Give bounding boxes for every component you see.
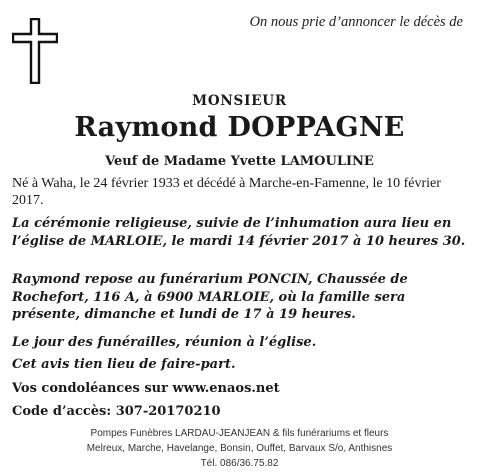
funeral-day-text: Le jour des funérailles, réunion à l’église. bbox=[12, 335, 317, 350]
footer-line-company: Pompes Funèbres LARDAU-JEANJEAN & fils funérariums et fleurs bbox=[90, 428, 389, 439]
widower-line: Veuf de Madame Yvette LAMOULINE bbox=[105, 154, 374, 169]
latin-cross-icon bbox=[12, 18, 58, 84]
birth-death-text: Né à Waha, le 24 février 1933 et décédé à Marche-en-Famenne, le 10 février 2017. bbox=[12, 176, 441, 208]
funerarium-text: Raymond repose au funérarium PONCIN, Chaussée de Rochefort, 116 A, à 6900 MARLOIE, où la famille sera présente, dimanche et lundi de 17 à 19 heures. bbox=[12, 272, 408, 322]
access-code-text: Code d’accès: 307-20170210 bbox=[12, 404, 221, 419]
faire-part-text: Cet avis tien lieu de faire-part. bbox=[12, 357, 236, 372]
honorific: MONSIEUR bbox=[192, 93, 287, 109]
ceremony-text: La cérémonie religieuse, suivie de l’inhumation aura lieu en l’église de MARLOIE, le mardi 14 février 2017 à 10 heures 30. bbox=[12, 216, 466, 249]
footer-line-locations: Melreux, Marche, Havelange, Bonsin, Ouffet, Barvaux S/o, Anthisnes bbox=[86, 443, 393, 454]
footer-line-phone: Tél. 086/36.75.82 bbox=[200, 458, 279, 469]
announcement-intro: On nous prie d’annoncer le décès de bbox=[249, 14, 463, 30]
condolences-text: Vos condoléances sur www.enaos.net bbox=[12, 381, 280, 396]
deceased-name: Raymond DOPPAGNE bbox=[74, 112, 405, 143]
